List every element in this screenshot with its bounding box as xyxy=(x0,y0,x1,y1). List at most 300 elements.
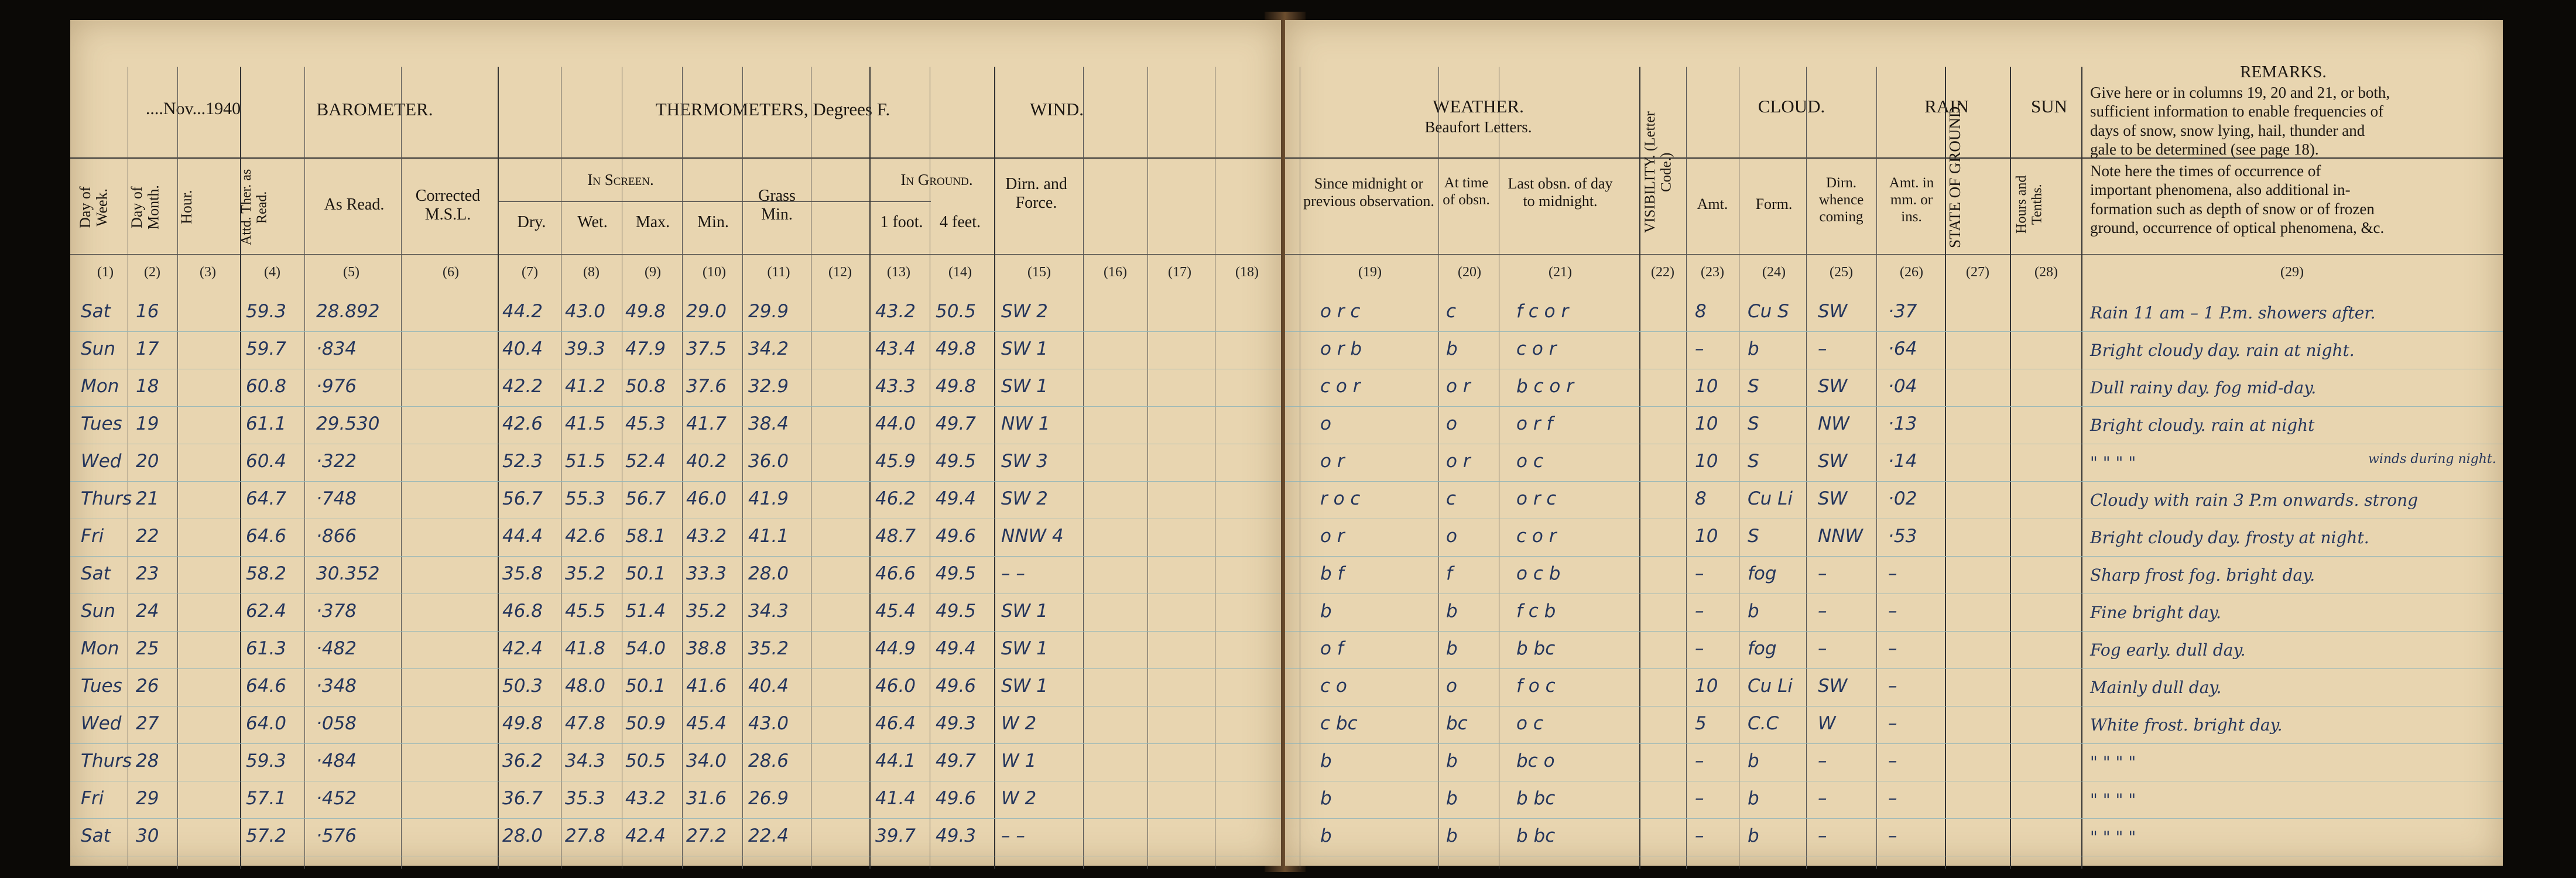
thermometers-title: THERMOMETERS, Degrees F. xyxy=(655,99,890,119)
grid-line xyxy=(1945,67,1946,869)
remark-cell: White frost. bright day. xyxy=(2090,715,2283,735)
dry-cell: 46.8 xyxy=(502,601,543,622)
wet-cell: 45.5 xyxy=(565,601,606,622)
wind-cell: W 2 xyxy=(1001,713,1037,734)
remark-cell: Mainly dull day. xyxy=(2090,678,2222,697)
grid-line xyxy=(742,67,743,869)
ruled-line xyxy=(1285,481,2503,482)
as-read-cell: ·748 xyxy=(316,488,357,509)
col-number: (27) xyxy=(1966,265,1989,280)
weather-at-time-cell: b xyxy=(1446,601,1458,622)
col-hour: Hour. xyxy=(178,190,195,225)
cloud-form-cell: S xyxy=(1748,376,1759,397)
remark-cell: " " " " xyxy=(2090,828,2136,847)
weather-last-obsn-cell: c o r xyxy=(1516,526,1557,547)
col-number: (9) xyxy=(645,265,661,280)
as-read-cell: ·866 xyxy=(316,526,357,547)
one-foot-cell: 43.4 xyxy=(875,338,916,359)
weather-since-midnight-cell: c o xyxy=(1320,675,1347,697)
max-cell: 50.9 xyxy=(625,713,666,734)
min-cell: 41.7 xyxy=(686,413,727,434)
col-number: (29) xyxy=(2280,265,2304,280)
day-of-week-cell: Thurs xyxy=(81,750,132,771)
cloud-form-cell: b xyxy=(1748,788,1759,809)
wet-cell: 35.2 xyxy=(565,563,606,584)
weather-at-time-cell: o xyxy=(1446,675,1457,697)
weather-since-midnight-cell: o xyxy=(1320,413,1331,434)
remarks-line: sufficient information to enable frequencies of xyxy=(2090,102,2384,121)
min-cell: 35.2 xyxy=(686,601,727,622)
remark-cell: Dull rainy day. fog mid-day. xyxy=(2090,378,2317,397)
rain-amt-cell: ·53 xyxy=(1888,526,1917,547)
weather-since-midnight-cell: c o r xyxy=(1320,376,1361,397)
remark-cell: Fog early. dull day. xyxy=(2090,640,2246,660)
day-of-month-cell: 22 xyxy=(136,526,159,547)
cloud-dirn-cell: SW xyxy=(1818,451,1848,472)
cloud-amt-cell: – xyxy=(1695,338,1704,359)
wind-cell: – – xyxy=(1001,563,1025,584)
wind-cell: – – xyxy=(1001,825,1025,846)
cloud-form-cell: b xyxy=(1748,601,1759,622)
weather-last-obsn-cell: o r c xyxy=(1516,488,1557,509)
grid-line xyxy=(1806,67,1807,869)
cloud-dirn-cell: – xyxy=(1818,750,1827,771)
rain-amt-cell: – xyxy=(1888,825,1897,846)
attd-ther-cell: 61.3 xyxy=(246,638,287,659)
day-of-week-cell: Fri xyxy=(81,526,104,547)
wet-cell: 39.3 xyxy=(565,338,606,359)
grass-min-cell: 38.4 xyxy=(748,413,789,434)
one-foot-cell: 43.3 xyxy=(875,376,916,397)
day-of-week-cell: Mon xyxy=(81,376,119,397)
dry-cell: 42.2 xyxy=(502,376,543,397)
cloud-amt-cell: – xyxy=(1695,825,1704,846)
ruled-line xyxy=(70,743,1281,744)
min-cell: 37.5 xyxy=(686,338,727,359)
rain-amt-cell: ·02 xyxy=(1888,488,1917,509)
remarks-line: ground, occurrence of optical phenomena, &c. xyxy=(2090,219,2385,237)
max-cell: 50.1 xyxy=(625,563,666,584)
weather-at-time-cell: b xyxy=(1446,825,1458,846)
as-read-cell: 29.530 xyxy=(316,413,380,434)
rain-amt-cell: – xyxy=(1888,713,1897,734)
day-of-month-cell: 27 xyxy=(136,713,159,734)
weather-since-midnight-cell: b xyxy=(1320,825,1332,846)
one-foot-cell: 46.6 xyxy=(875,563,916,584)
day-of-week-cell: Tues xyxy=(81,413,122,434)
col-visibility: VISIBILITY. (Letter Code.) xyxy=(1642,111,1674,233)
weather-since-midnight-cell: c bc xyxy=(1320,713,1358,734)
grid-line xyxy=(2010,67,2011,869)
grid-line xyxy=(401,67,402,869)
attd-ther-cell: 64.6 xyxy=(246,675,287,697)
as-read-cell: ·348 xyxy=(316,675,357,697)
day-of-month-cell: 16 xyxy=(136,301,159,322)
max-cell: 54.0 xyxy=(625,638,666,659)
weather-since-midnight-cell: b xyxy=(1320,601,1332,622)
grid-line xyxy=(304,67,305,869)
cloud-dirn-cell: SW xyxy=(1818,376,1848,397)
four-feet-cell: 49.6 xyxy=(936,788,977,809)
cloud-amt-cell: – xyxy=(1695,563,1704,584)
as-read-cell: ·484 xyxy=(316,750,357,771)
dry-cell: 28.0 xyxy=(502,825,543,846)
col-as-read: As Read. xyxy=(324,196,385,214)
ruled-line xyxy=(70,556,1281,557)
attd-ther-cell: 59.3 xyxy=(246,301,287,322)
ruled-line xyxy=(70,668,1281,669)
day-of-week-cell: Wed xyxy=(81,451,122,472)
cloud-amt-cell: 10 xyxy=(1695,451,1718,472)
col-dirn-force: Dirn. and Force. xyxy=(1005,175,1067,212)
cloud-amt-cell: 8 xyxy=(1695,301,1707,322)
grass-min-cell: 22.4 xyxy=(748,825,789,846)
max-cell: 43.2 xyxy=(625,788,666,809)
rain-amt-cell: – xyxy=(1888,750,1897,771)
wet-cell: 42.6 xyxy=(565,526,606,547)
as-read-cell: ·322 xyxy=(316,451,357,472)
day-of-month-cell: 20 xyxy=(136,451,159,472)
grid-line xyxy=(682,67,683,869)
col-number: (14) xyxy=(948,265,972,280)
day-of-month-cell: 24 xyxy=(136,601,159,622)
col-since-midnight: Since midnight or previous observation. xyxy=(1303,175,1434,210)
cloud-amt-cell: – xyxy=(1695,788,1704,809)
cloud-form-cell: Cu S xyxy=(1748,301,1789,322)
as-read-cell: ·976 xyxy=(316,376,357,397)
min-cell: 34.0 xyxy=(686,750,727,771)
wind-cell: SW 1 xyxy=(1001,638,1048,659)
weather-at-time-cell: b xyxy=(1446,788,1458,809)
cloud-dirn-cell: – xyxy=(1818,338,1827,359)
min-cell: 33.3 xyxy=(686,563,727,584)
remark-cell: Bright cloudy day. rain at night. xyxy=(2090,341,2355,360)
as-read-cell: ·482 xyxy=(316,638,357,659)
col-number: (25) xyxy=(1830,265,1853,280)
cloud-form-cell: b xyxy=(1748,338,1759,359)
attd-ther-cell: 58.2 xyxy=(246,563,287,584)
day-of-month-cell: 28 xyxy=(136,750,159,771)
one-foot-cell: 45.9 xyxy=(875,451,916,472)
weather-last-obsn-cell: b c o r xyxy=(1516,376,1574,397)
weather-last-obsn-cell: o c b xyxy=(1516,563,1561,584)
four-feet-cell: 49.7 xyxy=(936,413,977,434)
col-number: (15) xyxy=(1027,265,1051,280)
cloud-dirn-cell: SW xyxy=(1818,301,1848,322)
ruled-line xyxy=(1285,556,2503,557)
remark-cell: Rain 11 am – 1 P.m. showers after. xyxy=(2090,303,2376,323)
weather-since-midnight-cell: o r xyxy=(1320,451,1345,472)
attd-ther-cell: 60.8 xyxy=(246,376,287,397)
remarks-line: important phenomena, also additional in- xyxy=(2090,181,2351,199)
grid-line xyxy=(869,67,871,869)
weather-since-midnight-cell: b xyxy=(1320,788,1332,809)
weather-at-time-cell: o r xyxy=(1446,376,1471,397)
col-max: Max. xyxy=(635,213,670,231)
weather-at-time-cell: o xyxy=(1446,413,1457,434)
day-of-month-cell: 25 xyxy=(136,638,159,659)
day-of-week-cell: Sat xyxy=(81,563,111,584)
col-number: (7) xyxy=(522,265,538,280)
ruled-line xyxy=(70,818,1281,819)
grid-line xyxy=(1147,67,1148,869)
rain-amt-cell: ·37 xyxy=(1888,301,1917,322)
wind-cell: SW 1 xyxy=(1001,675,1048,697)
min-cell: 37.6 xyxy=(686,376,727,397)
wind-cell: NNW 4 xyxy=(1001,526,1064,547)
remarks-line: days of snow, snow lying, hail, thunder and xyxy=(2090,121,2365,139)
wet-cell: 41.2 xyxy=(565,376,606,397)
ruled-line xyxy=(70,406,1281,407)
day-of-week-cell: Wed xyxy=(81,713,122,734)
day-of-week-cell: Sun xyxy=(81,601,115,622)
weather-last-obsn-cell: o c xyxy=(1516,451,1543,472)
as-read-cell: ·452 xyxy=(316,788,357,809)
ruled-line xyxy=(1285,668,2503,669)
cloud-amt-cell: – xyxy=(1695,638,1704,659)
col-grass-min: Grass Min. xyxy=(758,187,796,224)
grass-min-cell: 41.1 xyxy=(748,526,789,547)
col-cloud-amt: Amt. xyxy=(1697,196,1728,212)
wind-cell: SW 3 xyxy=(1001,451,1048,472)
attd-ther-cell: 59.3 xyxy=(246,750,287,771)
col-sun-hours: Hours and Tenths. xyxy=(2014,175,2045,234)
min-cell: 31.6 xyxy=(686,788,727,809)
col-day-of-week: Day of Week. xyxy=(77,186,111,228)
dry-cell: 36.7 xyxy=(502,788,543,809)
four-feet-cell: 49.3 xyxy=(936,713,977,734)
grid-line xyxy=(994,67,995,869)
max-cell: 56.7 xyxy=(625,488,666,509)
cloud-dirn-cell: – xyxy=(1818,825,1827,846)
min-cell: 27.2 xyxy=(686,825,727,846)
grass-min-cell: 41.9 xyxy=(748,488,789,509)
cloud-amt-cell: 10 xyxy=(1695,526,1718,547)
four-feet-cell: 49.8 xyxy=(936,376,977,397)
col-number: (17) xyxy=(1168,265,1191,280)
dry-cell: 44.2 xyxy=(502,301,543,322)
cloud-form-cell: fog xyxy=(1748,563,1777,584)
as-read-cell: 28.892 xyxy=(316,301,380,322)
col-number: (23) xyxy=(1701,265,1724,280)
remark-cell: Cloudy with rain 3 P.m onwards. strong xyxy=(2090,491,2419,510)
day-of-month-cell: 23 xyxy=(136,563,159,584)
dry-cell: 49.8 xyxy=(502,713,543,734)
attd-ther-cell: 57.2 xyxy=(246,825,287,846)
one-foot-cell: 46.0 xyxy=(875,675,916,697)
dry-cell: 44.4 xyxy=(502,526,543,547)
day-of-week-cell: Sat xyxy=(81,301,111,322)
four-feet-cell: 49.5 xyxy=(936,451,977,472)
wet-cell: 34.3 xyxy=(565,750,606,771)
min-cell: 29.0 xyxy=(686,301,727,322)
weather-last-obsn-cell: o c xyxy=(1516,713,1543,734)
max-cell: 51.4 xyxy=(625,601,666,622)
one-foot-cell: 45.4 xyxy=(875,601,916,622)
rain-amt-cell: ·04 xyxy=(1888,376,1917,397)
col-at-time: At time of obsn. xyxy=(1443,175,1490,208)
min-cell: 45.4 xyxy=(686,713,727,734)
remark-cell: " " " " xyxy=(2090,753,2136,772)
col-number: (18) xyxy=(1235,265,1259,280)
cloud-dirn-cell: – xyxy=(1818,788,1827,809)
rain-title: RAIN xyxy=(1924,96,1969,116)
cloud-form-cell: b xyxy=(1748,750,1759,771)
wind-cell: SW 1 xyxy=(1001,338,1048,359)
day-of-month-cell: 30 xyxy=(136,825,159,846)
rain-amt-cell: – xyxy=(1888,601,1897,622)
wet-cell: 41.8 xyxy=(565,638,606,659)
weather-since-midnight-cell: o r xyxy=(1320,526,1345,547)
min-cell: 38.8 xyxy=(686,638,727,659)
weather-since-midnight-cell: o r b xyxy=(1320,338,1362,359)
cloud-dirn-cell: – xyxy=(1818,601,1827,622)
weather-last-obsn-cell: b bc xyxy=(1516,638,1556,659)
col-number: (16) xyxy=(1104,265,1127,280)
grid-line xyxy=(1083,67,1084,869)
wet-cell: 47.8 xyxy=(565,713,606,734)
remarks-line: Note here the times of occurrence of xyxy=(2090,162,2321,180)
remarks-note-2 xyxy=(2090,162,2488,238)
col-number: (2) xyxy=(144,265,160,280)
wet-cell: 51.5 xyxy=(565,451,606,472)
dry-cell: 52.3 xyxy=(502,451,543,472)
day-of-week-cell: Fri xyxy=(81,788,104,809)
dry-cell: 50.3 xyxy=(502,675,543,697)
weather-last-obsn-cell: f c o r xyxy=(1516,301,1569,322)
grid-line xyxy=(498,67,499,869)
wind-cell: W 1 xyxy=(1001,750,1037,771)
weather-since-midnight-cell: b xyxy=(1320,750,1332,771)
weather-since-midnight-cell: o r c xyxy=(1320,301,1361,322)
max-cell: 50.8 xyxy=(625,376,666,397)
col-one-foot: 1 foot. xyxy=(880,213,923,231)
ruled-line xyxy=(1285,331,2503,332)
col-number: (20) xyxy=(1458,265,1481,280)
col-number: (12) xyxy=(828,265,852,280)
weather-subtitle: Beaufort Letters. xyxy=(1424,118,1532,136)
rain-amt-cell: ·13 xyxy=(1888,413,1917,434)
min-cell: 40.2 xyxy=(686,451,727,472)
wet-cell: 35.3 xyxy=(565,788,606,809)
remarks-line: Give here or in columns 19, 20 and 21, or both, xyxy=(2090,84,2390,101)
col-number: (4) xyxy=(264,265,280,280)
header-divider xyxy=(70,157,1281,159)
col-number: (5) xyxy=(343,265,359,280)
cloud-dirn-cell: SW xyxy=(1818,488,1848,509)
cloud-form-cell: fog xyxy=(1748,638,1777,659)
col-number: (28) xyxy=(2034,265,2058,280)
rain-amt-cell: – xyxy=(1888,563,1897,584)
col-rain-amt: Amt. in mm. or ins. xyxy=(1889,175,1934,225)
one-foot-cell: 46.2 xyxy=(875,488,916,509)
weather-last-obsn-cell: b bc xyxy=(1516,788,1556,809)
four-feet-cell: 49.3 xyxy=(936,825,977,846)
weather-at-time-cell: b xyxy=(1446,638,1458,659)
weather-at-time-cell: f xyxy=(1446,563,1453,584)
barometer-title: BAROMETER. xyxy=(316,99,433,119)
weather-at-time-cell: o r xyxy=(1446,451,1471,472)
weather-since-midnight-cell: o f xyxy=(1320,638,1344,659)
cloud-dirn-cell: W xyxy=(1818,713,1836,734)
col-number: (24) xyxy=(1762,265,1786,280)
max-cell: 52.4 xyxy=(625,451,666,472)
col-number: (21) xyxy=(1549,265,1572,280)
as-read-cell: ·834 xyxy=(316,338,357,359)
col-number: (22) xyxy=(1651,265,1674,280)
grid-line xyxy=(177,67,178,869)
wind-title: WIND. xyxy=(1029,99,1084,119)
col-wet: Wet. xyxy=(577,213,608,231)
four-feet-cell: 49.5 xyxy=(936,563,977,584)
cloud-amt-cell: 10 xyxy=(1695,376,1718,397)
col-state-of-ground: STATE OF GROUND. xyxy=(1946,102,1964,248)
wind-cell: NW 1 xyxy=(1001,413,1050,434)
one-foot-cell: 44.0 xyxy=(875,413,916,434)
cloud-form-cell: S xyxy=(1748,526,1759,547)
cloud-amt-cell: – xyxy=(1695,601,1704,622)
ruled-line xyxy=(70,631,1281,632)
remarks-note-1 xyxy=(2090,83,2488,159)
four-feet-cell: 49.6 xyxy=(936,675,977,697)
ruled-line xyxy=(70,481,1281,482)
attd-ther-cell: 57.1 xyxy=(246,788,287,809)
cloud-form-cell: b xyxy=(1748,825,1759,846)
grass-min-cell: 34.2 xyxy=(748,338,789,359)
month-year-label: ....Nov...1940 xyxy=(145,99,241,118)
cloud-dirn-cell: – xyxy=(1818,638,1827,659)
max-cell: 42.4 xyxy=(625,825,666,846)
col-number: (26) xyxy=(1900,265,1923,280)
cloud-amt-cell: – xyxy=(1695,750,1704,771)
cloud-amt-cell: 5 xyxy=(1695,713,1707,734)
cloud-form-cell: Cu Li xyxy=(1748,675,1793,697)
min-cell: 41.6 xyxy=(686,675,727,697)
min-cell: 46.0 xyxy=(686,488,727,509)
col-number: (11) xyxy=(767,265,790,280)
remarks-line: formation such as depth of snow or of frozen xyxy=(2090,200,2375,218)
four-feet-cell: 49.8 xyxy=(936,338,977,359)
header-bottom-line xyxy=(1285,254,2503,255)
col-cloud-dirn: Dirn. whence coming xyxy=(1818,175,1864,225)
weather-last-obsn-cell: b bc xyxy=(1516,825,1556,846)
min-cell: 43.2 xyxy=(686,526,727,547)
four-feet-cell: 49.4 xyxy=(936,638,977,659)
one-foot-cell: 43.2 xyxy=(875,301,916,322)
weather-at-time-cell: o xyxy=(1446,526,1457,547)
cloud-dirn-cell: – xyxy=(1818,563,1827,584)
col-number: (3) xyxy=(200,265,216,280)
col-attd-ther: Attd. Ther. as Read. xyxy=(239,169,270,246)
grass-min-cell: 34.3 xyxy=(748,601,789,622)
day-of-week-cell: Tues xyxy=(81,675,122,697)
col-cloud-form: Form. xyxy=(1755,196,1793,212)
grid-line xyxy=(1438,67,1439,869)
grass-min-cell: 28.6 xyxy=(748,750,789,771)
grass-min-cell: 43.0 xyxy=(748,713,789,734)
col-number: (8) xyxy=(583,265,600,280)
four-feet-cell: 49.6 xyxy=(936,526,977,547)
four-feet-cell: 49.7 xyxy=(936,750,977,771)
remark-cell: " " " " xyxy=(2090,790,2136,810)
as-read-cell: ·576 xyxy=(316,825,357,846)
weather-at-time-cell: c xyxy=(1446,488,1457,509)
col-number: (6) xyxy=(443,265,459,280)
col-four-feet: 4 feet. xyxy=(940,213,981,231)
weather-last-obsn-cell: f c b xyxy=(1516,601,1556,622)
cloud-amt-cell: 10 xyxy=(1695,675,1718,697)
max-cell: 50.1 xyxy=(625,675,666,697)
